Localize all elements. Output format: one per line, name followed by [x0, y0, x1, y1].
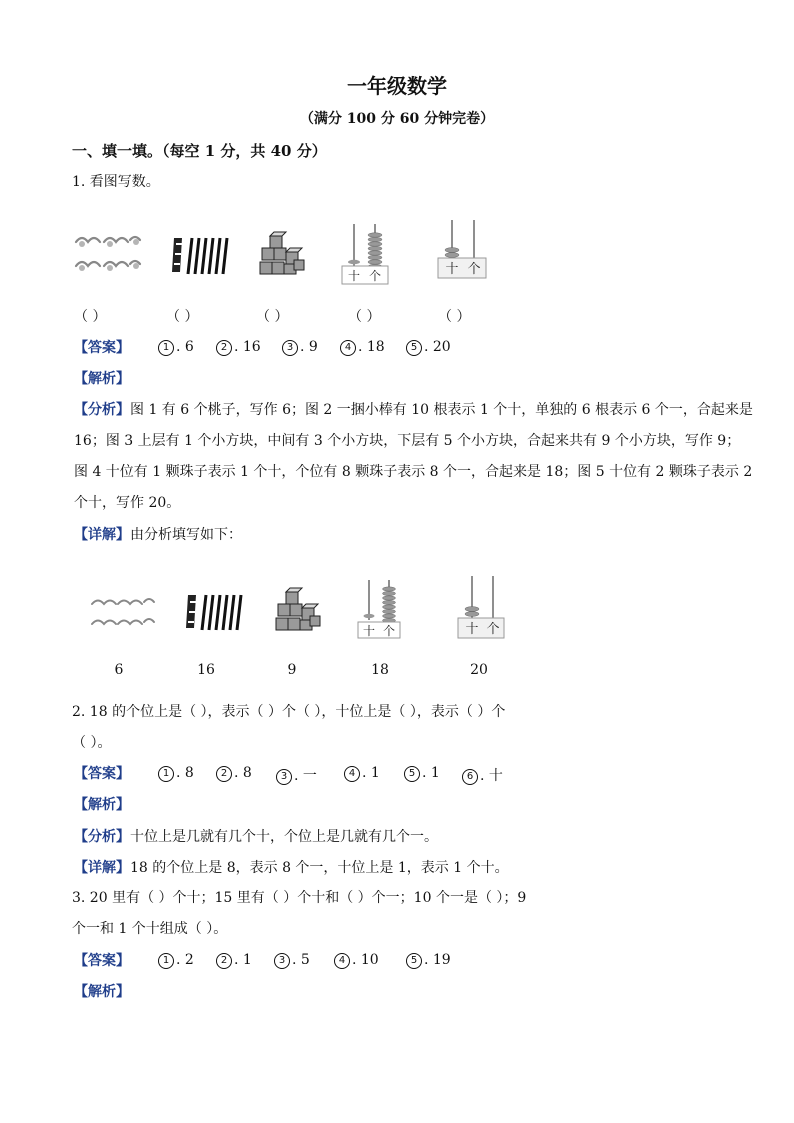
analysis-line: 16；图 3 上层有 1 个小方块，中间有 3 个小方块，下层有 5 个小方块，合起来共有 9 个小方块，写作 9； — [74, 433, 741, 449]
section-heading: 一、填一填。（每空 1 分，共 40 分） — [72, 142, 327, 160]
circled-number: 4 — [334, 953, 350, 969]
answer-value: . 1 — [234, 952, 252, 968]
answer-item — [274, 952, 310, 969]
circled-number: 3 — [276, 769, 292, 785]
analysis-line — [74, 827, 438, 847]
analysis-text: 图 1 有 6 个桃子，写作 6；图 2 一捆小棒有 10 根表示 1 个十，单独的 6 根表示 6 个一，合起来是 — [130, 402, 753, 418]
answer-value: . 19 — [424, 952, 451, 968]
answer-blank[interactable]: （ ） — [166, 309, 199, 325]
analysis-line: 图 4 十位有 1 颗珠子表示 1 个十，个位有 8 颗珠子表示 8 个一，合起来是 18；图 5 十位有 2 颗珠子表示 2 — [74, 464, 753, 480]
circled-number: 5 — [406, 953, 422, 969]
circled-number: 3 — [282, 340, 298, 356]
circled-number: 4 — [340, 340, 356, 356]
answer-item — [216, 339, 261, 356]
answer-item — [216, 952, 252, 969]
detail-line — [74, 525, 242, 545]
abacus-tens-label: 十 — [445, 262, 459, 277]
abacus-ones-label: 个 — [467, 262, 481, 277]
answer-item — [406, 952, 451, 969]
answer-value: . 8 — [234, 765, 252, 781]
answer-item — [158, 765, 194, 782]
abacus-20-figure — [456, 574, 506, 640]
filled-answer: 6 — [114, 662, 124, 678]
detail-line — [74, 858, 509, 878]
answer-value: . 16 — [234, 339, 261, 355]
fenxi-label: 【分析】 — [74, 402, 130, 418]
circled-number: 2 — [216, 340, 232, 356]
answer-item — [340, 339, 385, 356]
detail-text: 由分析填写如下： — [130, 527, 242, 543]
answer-item — [276, 765, 317, 785]
filled-answer: 9 — [287, 662, 297, 678]
answer-item — [344, 765, 380, 782]
circled-number: 1 — [158, 766, 174, 782]
answer-item — [158, 952, 194, 969]
abacus-20-figure — [436, 218, 488, 280]
answer-item — [282, 339, 318, 356]
answer-value: . 9 — [300, 339, 318, 355]
q1-stem: 1. 看图写数。 — [72, 174, 160, 190]
circled-number: 5 — [406, 340, 422, 356]
answer-value: . 一 — [294, 768, 317, 784]
q2-stem: 2. 18 的个位上是（ ），表示（ ）个（ ），十位上是（ ），表示（ ）个 — [72, 704, 506, 720]
circled-number: 2 — [216, 766, 232, 782]
abacus-tens-label: 十 — [347, 269, 361, 283]
answer-item — [158, 339, 194, 356]
cubes-figure — [274, 588, 324, 634]
answer-blank[interactable]: （ ） — [438, 309, 471, 325]
answer-item — [404, 765, 440, 782]
answer-value: . 5 — [292, 952, 310, 968]
sticks-figure — [170, 234, 232, 276]
answer-item — [462, 765, 503, 785]
circled-number: 1 — [158, 953, 174, 969]
abacus-ones-label: 个 — [382, 624, 396, 638]
circled-number: 1 — [158, 340, 174, 356]
filled-answer: 16 — [197, 662, 215, 678]
abacus-ones-label: 个 — [368, 269, 382, 283]
abacus-tens-label: 十 — [465, 622, 479, 637]
detail-label: 【详解】 — [74, 860, 130, 876]
q3-stem: 3. 20 里有（ ）个十；15 里有（ ）个十和（ ）个一；10 个一是（ ）；9 — [72, 890, 527, 906]
answer-value: . 18 — [358, 339, 385, 355]
answer-value: . 十 — [480, 768, 503, 784]
answer-value: . 6 — [176, 339, 194, 355]
answer-item — [334, 952, 379, 969]
answer-blank[interactable]: （ ） — [256, 309, 289, 325]
filled-answer: 18 — [371, 662, 389, 678]
answer-item — [406, 339, 451, 356]
abacus-18-figure — [356, 578, 402, 640]
answer-value: . 8 — [176, 765, 194, 781]
peaches-figure — [74, 228, 144, 276]
peaches-figure — [90, 594, 156, 632]
analysis-line — [74, 400, 753, 420]
circled-number: 2 — [216, 953, 232, 969]
answer-value: . 10 — [352, 952, 379, 968]
answer-blank[interactable]: （ ） — [348, 309, 381, 325]
answer-item — [216, 765, 252, 782]
answer-blank[interactable]: （ ） — [74, 309, 107, 325]
answer-label: 【答案】 — [74, 953, 130, 969]
q3-stem-continued: 个一和 1 个十组成（ ）。 — [72, 921, 228, 937]
answer-value: . 1 — [422, 765, 440, 781]
circled-number: 6 — [462, 769, 478, 785]
filled-answer: 20 — [470, 662, 488, 678]
detail-text: 18 的个位上是 8，表示 8 个一，十位上是 1，表示 1 个十。 — [130, 860, 509, 876]
answer-value: . 1 — [362, 765, 380, 781]
answer-label: 【答案】 — [74, 340, 130, 356]
answer-label: 【答案】 — [74, 766, 130, 782]
answer-value: . 2 — [176, 952, 194, 968]
abacus-ones-label: 个 — [486, 622, 500, 637]
analysis-label: 【解析】 — [74, 984, 130, 1000]
abacus-tens-label: 十 — [362, 624, 376, 638]
abacus-18-figure — [340, 222, 390, 286]
cubes-figure — [258, 232, 308, 278]
analysis-label: 【解析】 — [74, 797, 130, 813]
sticks-figure — [184, 592, 246, 632]
q2-stem-continued: （ ）。 — [72, 735, 112, 751]
analysis-line: 个十，写作 20。 — [74, 495, 181, 511]
circled-number: 5 — [404, 766, 420, 782]
page-subtitle: （满分 100 分 60 分钟完卷） — [299, 111, 495, 127]
analysis-label: 【解析】 — [74, 371, 130, 387]
page-title: 一年级数学 — [347, 74, 447, 98]
circled-number: 3 — [274, 953, 290, 969]
fenxi-label: 【分析】 — [74, 829, 130, 845]
detail-label: 【详解】 — [74, 527, 130, 543]
answer-value: . 20 — [424, 339, 451, 355]
circled-number: 4 — [344, 766, 360, 782]
analysis-text: 十位上是几就有几个十，个位上是几就有几个一。 — [130, 829, 438, 845]
